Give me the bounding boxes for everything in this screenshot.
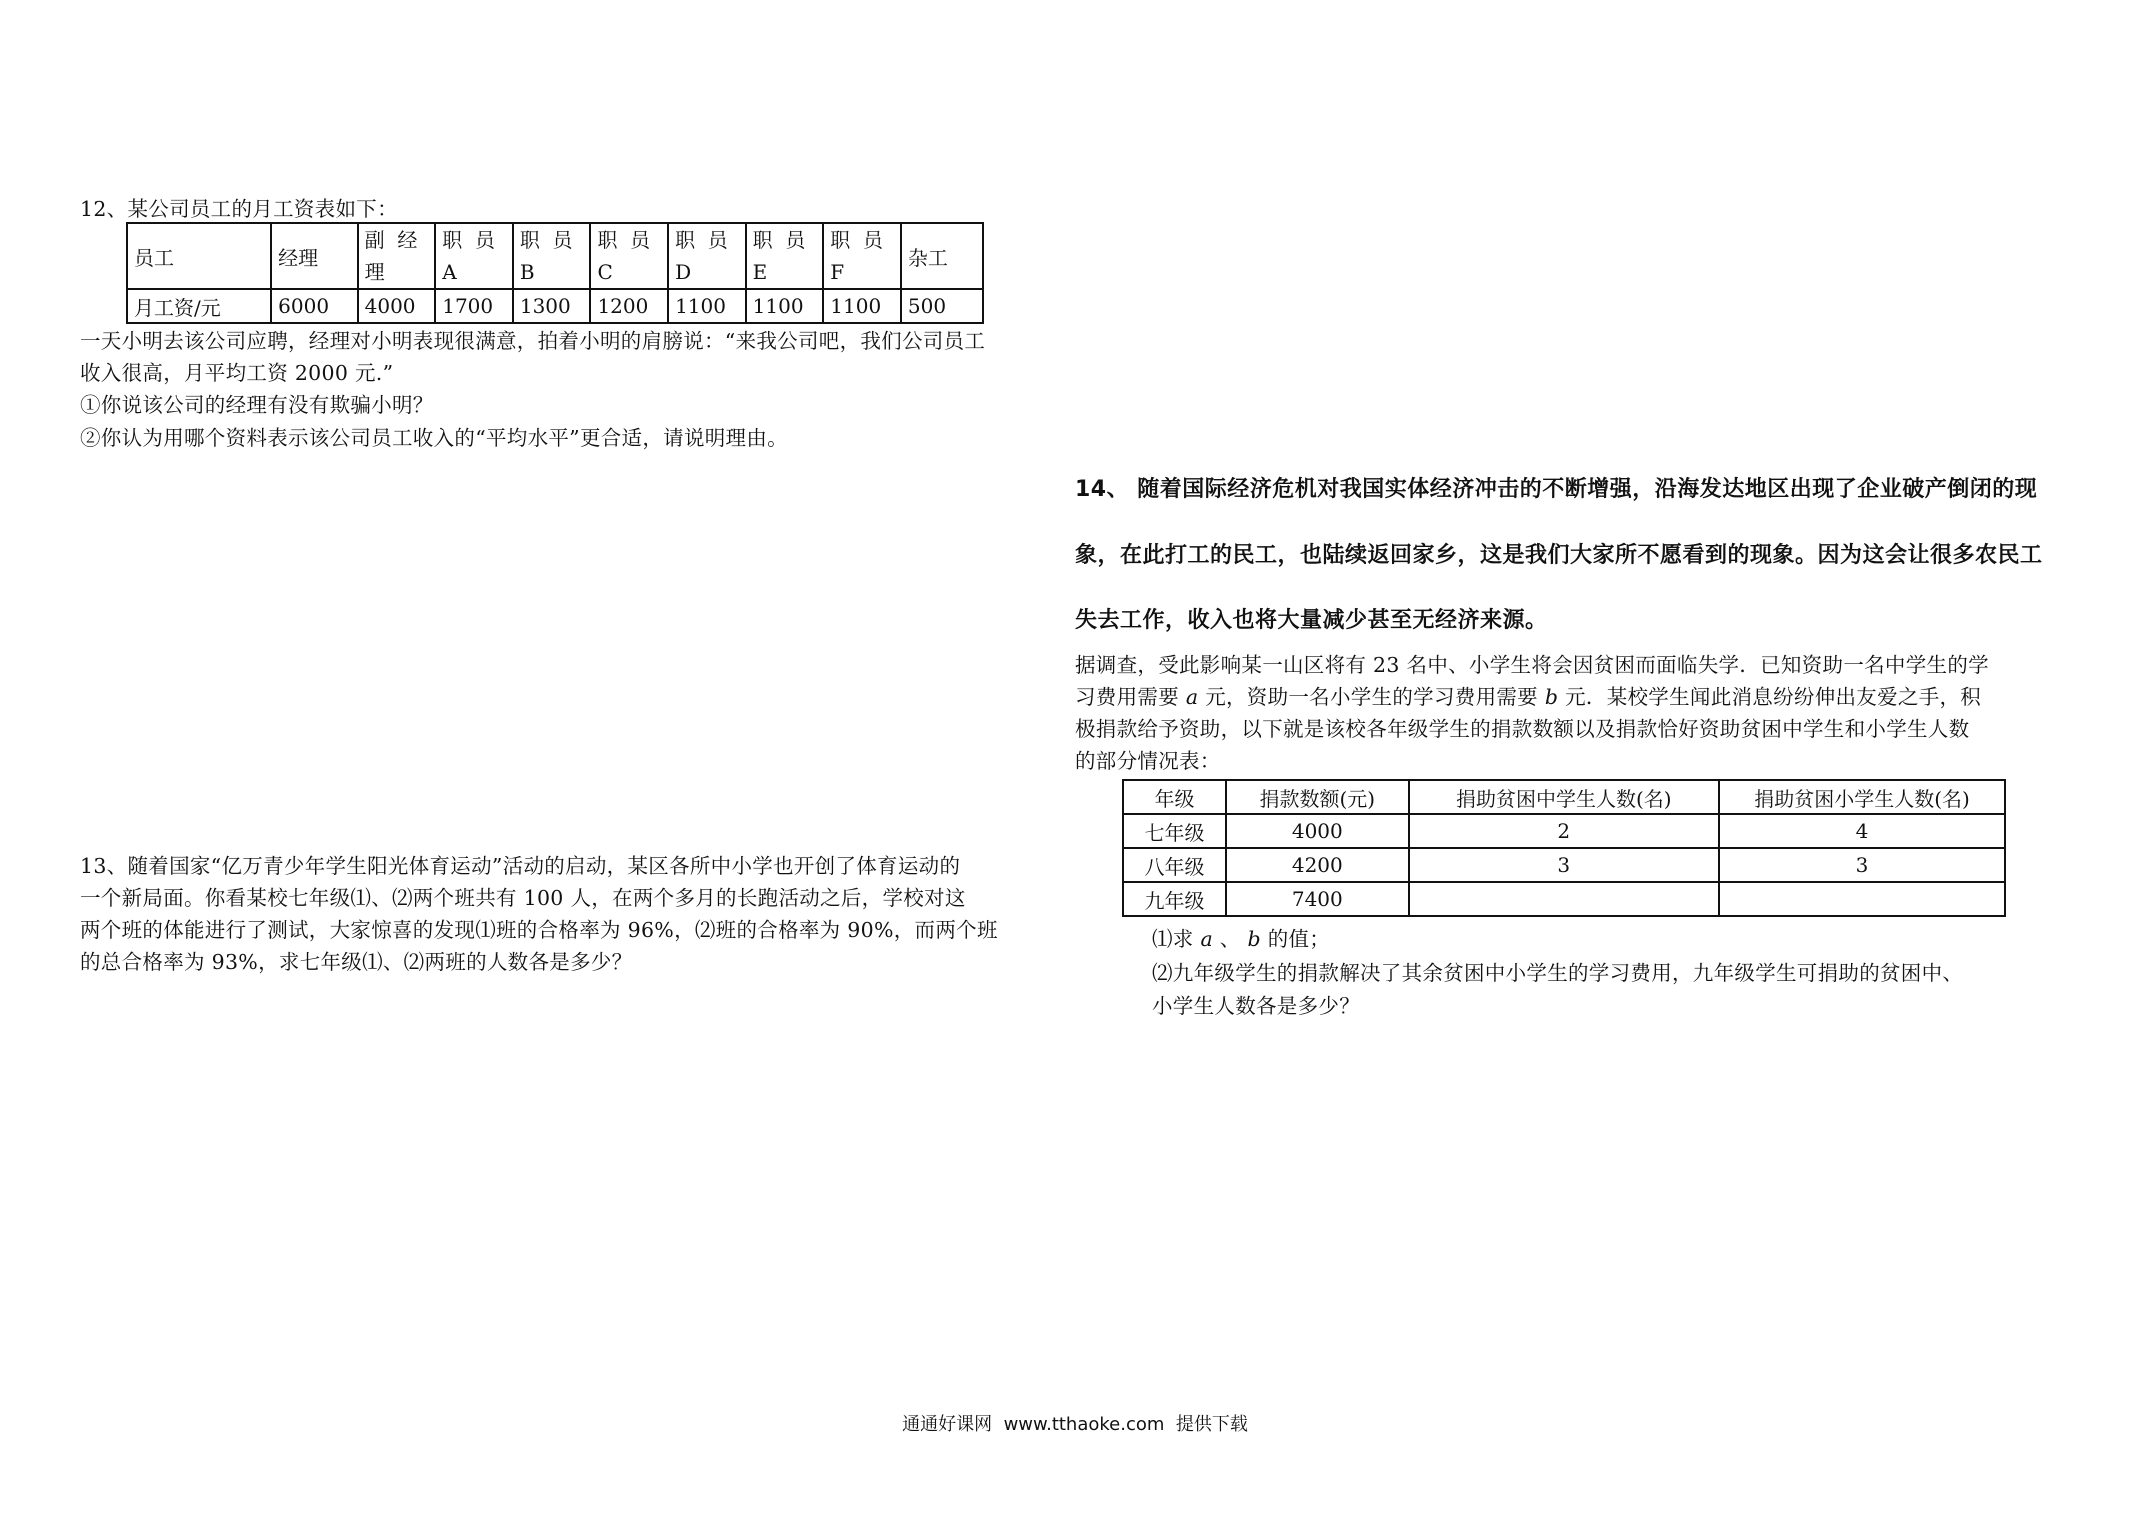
header-cell: 捐款数额(元) <box>1226 780 1408 814</box>
q14-bold-line: 象，在此打工的民工，也陆续返回家乡，这是我们大家所不愿看到的现象。因为这会让很多农民工 <box>1075 543 2043 568</box>
header-cell: 员工 <box>127 223 271 289</box>
q13-text-line: 一个新局面。你看某校七年级⑴、⑵两个班共有 100 人，在两个多月的长跑活动之后，学校对这 <box>80 886 966 910</box>
header-cell-text: 副 经 <box>364 228 418 252</box>
table-row <box>1123 882 2005 916</box>
table-cell: 2 <box>1409 814 1720 848</box>
table-row <box>127 289 983 323</box>
q13-text-line: 的总合格率为 93%，求七年级⑴、⑵两班的人数各是多少？ <box>80 950 633 974</box>
header-cell-text: 职 员 <box>597 228 651 252</box>
header-cell-text: D <box>675 260 692 284</box>
table-row <box>1123 814 2005 848</box>
text-span: 元，资助一名小学生的学习费用需要 <box>1205 685 1538 709</box>
table-row <box>1123 848 2005 882</box>
header-cell-text: 职 员 <box>830 228 883 252</box>
header-cell-text: F <box>830 260 845 284</box>
q14-sub2-line: ⑵九年级学生的捐款解决了其余贫困中小学生的学习费用，九年级学生可捐助的贫困中、 <box>1152 961 1964 985</box>
header-cell: 捐助贫困中学生人数(名) <box>1409 780 1720 814</box>
salary-cell: 1300 <box>513 289 591 323</box>
header-cell-text: 职 员 <box>675 228 728 252</box>
variable-b: b <box>1544 685 1559 709</box>
table-cell: 七年级 <box>1123 814 1226 848</box>
salary-cell: 500 <box>901 289 983 323</box>
table-cell: 3 <box>1409 848 1720 882</box>
variable-b: b <box>1247 927 1261 951</box>
q12-text-line: 收入很高，月平均工资 2000 元.” <box>80 361 394 385</box>
header-cell-text: 职 员 <box>519 228 573 252</box>
header-cell-text: C <box>597 260 613 284</box>
table-cell: 八年级 <box>1123 848 1226 882</box>
q13-text-line: 两个班的体能进行了测试，大家惊喜的发现⑴班的合格率为 96%，⑵班的合格率为 90%，而两个班 <box>80 918 998 942</box>
salary-cell: 1100 <box>668 289 746 323</box>
variable-a: a <box>1185 685 1199 709</box>
table-row <box>1123 780 2005 814</box>
header-cell-text: E <box>752 260 768 284</box>
q14-text-line: 极捐款给予资助，以下就是该校各年级学生的捐款数额以及捐款恰好资助贫困中学生和小学生人数 <box>1075 717 1970 741</box>
text-span: 、 <box>1219 927 1241 951</box>
q14-text-line <box>1075 681 1981 713</box>
header-cell <box>901 223 983 289</box>
table-cell: 4 <box>1719 814 2005 848</box>
table-cell <box>1719 882 2005 916</box>
header-cell-text: 经理 <box>278 245 319 270</box>
table-cell <box>1409 882 1720 916</box>
salary-cell: 1200 <box>590 289 668 323</box>
footer-text: 通通好课网 www.tthaoke.com 提供下载 <box>902 1414 1248 1435</box>
salary-table <box>126 222 984 324</box>
header-cell <box>590 223 668 289</box>
header-cell <box>271 223 357 289</box>
header-cell-text: 杂工 <box>907 245 948 270</box>
table-cell: 九年级 <box>1123 882 1226 916</box>
q14-text-line: 据调查，受此影响某一山区将有 23 名中、小学生将会因贫困而面临失学．已知资助一名中学生的学 <box>1075 653 1989 677</box>
header-cell <box>668 223 746 289</box>
salary-cell: 1700 <box>435 289 513 323</box>
table-cell: 7400 <box>1226 882 1408 916</box>
header-cell-text: A <box>442 260 457 284</box>
salary-cell: 1100 <box>823 289 901 323</box>
header-cell: 捐助贫困小学生人数(名) <box>1719 780 2005 814</box>
header-cell-text: B <box>519 260 535 284</box>
q12-text-line: ②你认为用哪个资料表示该公司员工收入的“平均水平”更合适，请说明理由。 <box>80 426 788 450</box>
header-cell <box>823 223 901 289</box>
row-label-cell: 月工资/元 <box>127 289 271 323</box>
header-cell <box>358 223 436 289</box>
header-cell <box>746 223 824 289</box>
q12-text-line: 一天小明去该公司应聘，经理对小明表现很满意，拍着小明的肩膀说：“来我公司吧，我们公司员工 <box>80 329 986 353</box>
header-cell-text: 职 员 <box>752 228 806 252</box>
table-row <box>127 223 983 289</box>
header-cell: 年级 <box>1123 780 1226 814</box>
table-cell: 4200 <box>1226 848 1408 882</box>
donation-table <box>1122 779 2006 917</box>
table-cell: 4000 <box>1226 814 1408 848</box>
header-cell <box>435 223 513 289</box>
q14-bold-line: 14、 随着国际经济危机对我国实体经济冲击的不断增强，沿海发达地区出现了企业破产倒闭的现 <box>1075 477 2038 502</box>
q13-text-line: 13、随着国家“亿万青少年学生阳光体育运动”活动的启动，某区各所中小学也开创了体育运动的 <box>80 854 961 878</box>
q14-sub2-line: 小学生人数各是多少？ <box>1152 994 1360 1018</box>
salary-cell: 1100 <box>746 289 824 323</box>
q14-sub1 <box>1152 923 1330 955</box>
text-span: 的值； <box>1267 927 1331 951</box>
q14-bold-line: 失去工作，收入也将大量减少甚至无经济来源。 <box>1075 608 1548 633</box>
text-span: ⑴求 <box>1152 927 1194 951</box>
text-span: 元．某校学生闻此消息纷纷伸出友爱之手，积 <box>1565 685 1982 709</box>
salary-cell: 4000 <box>358 289 436 323</box>
q12-text-line: ①你说该公司的经理有没有欺骗小明？ <box>80 393 434 417</box>
table-cell: 3 <box>1719 848 2005 882</box>
q14-text-line: 的部分情况表： <box>1075 749 1221 773</box>
header-cell <box>513 223 591 289</box>
q12-intro: 12、某公司员工的月工资表如下： <box>80 197 398 221</box>
header-cell-text: 职 员 <box>442 228 495 252</box>
text-span: 习费用需要 <box>1075 685 1179 709</box>
header-cell-text: 理 <box>364 260 385 284</box>
salary-cell: 6000 <box>271 289 357 323</box>
variable-a: a <box>1200 927 1213 951</box>
